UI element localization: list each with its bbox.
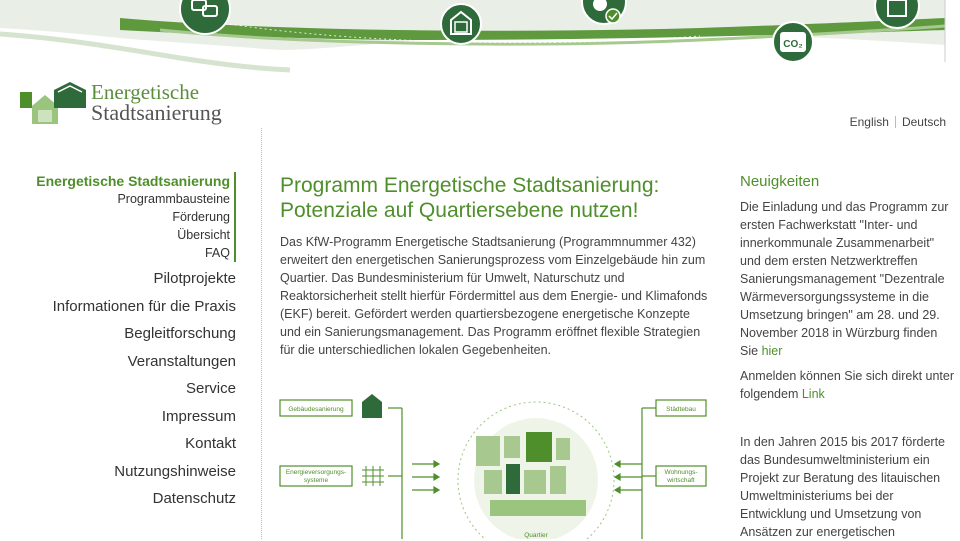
main-navigation	[0, 172, 236, 513]
news-item-1	[740, 198, 956, 360]
site-logo[interactable]	[18, 80, 258, 128]
nav-item-pilotprojekte[interactable]: Pilotprojekte	[153, 270, 236, 287]
nav-item-nutzungshinweise[interactable]: Nutzungshinweise	[114, 462, 236, 480]
news-heading: Neuigkeiten	[740, 173, 820, 190]
diagram-center-quartier	[458, 402, 614, 539]
nav-item-informationen[interactable]: Informationen für die Praxis	[52, 297, 236, 315]
news-item-2	[740, 367, 956, 403]
nav-item-begleitforschung[interactable]: Begleitforschung	[124, 325, 236, 342]
news-link-link[interactable]: Link	[801, 387, 825, 401]
nav-subitem-foerderung[interactable]: Förderung	[172, 210, 230, 224]
diagram-label-energieversorgung-1: Energieversorgungs-	[285, 469, 347, 476]
news-item-2-text: Anmelden können Sie sich direkt unter folgendem	[740, 369, 955, 401]
diagram-label-wohnungs-2: wirtschaft	[667, 477, 695, 484]
lang-english-link[interactable]: English	[849, 115, 889, 129]
diagram-solar-grid-icon	[362, 466, 384, 486]
logo-text-line1: Energetische	[91, 80, 200, 104]
nav-item-datenschutz[interactable]: Datenschutz	[152, 490, 236, 507]
lang-divider	[895, 116, 896, 128]
diagram-label-wohnungs-1: Wohnungs-	[664, 469, 698, 476]
page-title-line2: Potenziale auf Quartiersebene nutzen!	[280, 199, 639, 222]
nav-item-kontakt[interactable]: Kontakt	[185, 435, 236, 452]
intro-paragraph: Das KfW-Programm Energetische Stadtsanierung (Programmnummer 432) erweitert den energetischen Sanierungsprozess vom Einzelgebäude hin zum Quartier. Das Bundesministerium für Umwelt, Naturschutz und Reaktorsicherheit stellt hierfür Fördermittel aus dem Energie- und Klimafonds (EKF) bereit. Gefördert werden quartiersbezogene energetische Konzepte und ein Sanierungsmanagement. Das Programm eröffnet flexible Strategien für die unterschiedlichen lokalen Gegebenheiten.	[280, 235, 708, 357]
house-icon	[441, 4, 481, 44]
nav-item-energetische-stadtsanierung[interactable]: Energetische Stadtsanierung	[36, 173, 230, 189]
language-switch	[850, 115, 946, 129]
diagram-right-group	[615, 400, 706, 539]
nav-item-service[interactable]: Service	[185, 380, 236, 397]
diagram-arrows-left	[615, 461, 642, 493]
nav-active-group	[0, 172, 236, 262]
news-item-3: In den Jahren 2015 bis 2017 förderte das Bundesumweltministerium ein Projekt zur Beratung des litauischen Umweltministeriums bei der Entwicklung und Umsetzung von Ansätzen zur energetischen	[740, 435, 946, 539]
nav-item-veranstaltungen[interactable]: Veranstaltungen	[127, 352, 236, 370]
co2-icon	[773, 22, 813, 62]
logo-houses-icon	[18, 80, 88, 126]
nav-subitem-faq[interactable]: FAQ	[204, 246, 230, 260]
lang-deutsch-link[interactable]: Deutsch	[901, 115, 946, 129]
program-diagram	[278, 380, 708, 539]
header-banner	[0, 0, 960, 80]
nav-subitem-uebersicht[interactable]: Übersicht	[177, 228, 230, 242]
news-item-1-text: Die Einladung und das Programm zur ersten Fachwerkstatt "Inter- und innerkommunale Zusammenarbeit" und dem ersten Netzwerktreffen Sanierungsmanagement "Dezentrale Wärmeversorgungssysteme in die Umsetzung bringen" am 28. und 29. November 2018 in Würzburg finden Sie	[740, 200, 949, 358]
news-link-hier[interactable]: hier	[761, 344, 783, 358]
diagram-left-group	[280, 394, 439, 539]
diagram-label-energieversorgung-2: systeme	[303, 477, 329, 484]
nav-item-impressum[interactable]: Impressum	[161, 407, 236, 425]
diagram-label-staedtebau: Städtebau	[666, 406, 696, 413]
diagram-label-gebaeudesanierung: Gebäudesanierung	[288, 406, 344, 413]
page-title-line1: Programm Energetische Stadtsanierung:	[280, 174, 660, 197]
nav-subitem-programmbausteine[interactable]: Programmbausteine	[117, 192, 230, 206]
main-content	[280, 173, 710, 359]
news-sidebar	[740, 173, 956, 541]
logo-text-line2: Stadtsanierung	[91, 100, 222, 125]
page-title	[280, 173, 710, 223]
svg-text:CO₂: CO₂	[783, 39, 803, 50]
diagram-label-quartier: Quartier	[524, 532, 548, 539]
column-divider	[261, 128, 262, 539]
diagram-house-icon	[362, 394, 382, 418]
diagram-arrows-right	[412, 461, 439, 493]
